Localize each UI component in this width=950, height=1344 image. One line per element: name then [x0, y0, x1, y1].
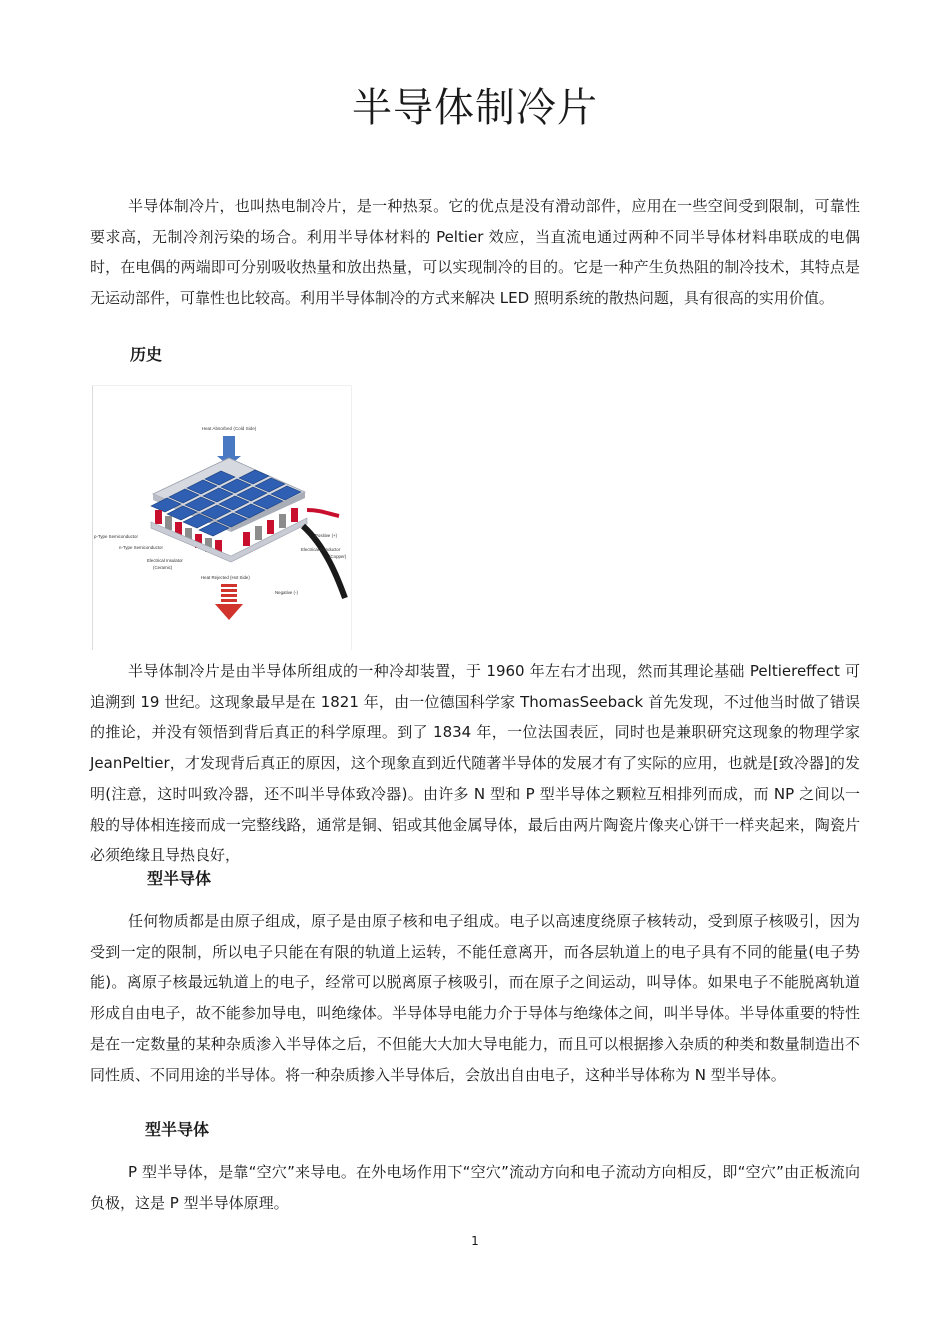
label-conductor: Electrical Conductor — [301, 547, 341, 552]
history-paragraph: 半导体制冷片是由半导体所组成的一种冷却装置，于 1960 年左右才出现，然而其理论基础 Peltiereffect 可追溯到 19 世纪。这现象最早是在 1821 年，由一位德国科学家 ThomasSeeback 首先发现，不过他当时做了错误的推论，并没有领悟到背后真正的科学原理。到了 1834 年，一位法国表匠，同时也是兼职研究这现象的物理学家 JeanPeltier，才发现背后真正的原因，这个现象直到近代随著半导体的发展才有了实际的应用，也就是[致冷器]的发明(注意，这时叫致冷器，还不叫半导体致冷器)。由许多 N 型和 P 型半导体之颗粒互相排列而成，而 NP 之间以一般的导体相连接而成一完整线路，通常是铜、铝或其他金属导体，最后由两片陶瓷片像夹心饼干一样夹起来，陶瓷片必须绝缘且导热良好， — [90, 662, 860, 865]
label-n-type: n-Type Semiconductor — [119, 545, 163, 550]
p-type-heading: 型半导体 — [145, 1120, 210, 1139]
label-heat-rejected: Heat Rejected (Hot Side) — [201, 575, 250, 580]
p-type-paragraph: P 型半导体，是靠“空穴”来导电。在外电场作用下“空穴”流动方向和电子流动方向相反，即“空穴”由正板流向负极，这是 P 型半导体原理。 — [90, 1163, 860, 1212]
label-insulator-ceramic: (Ceramic) — [153, 565, 173, 570]
history-heading: 历史 — [130, 345, 163, 364]
page-title: 半导体制冷片 — [352, 85, 598, 131]
label-positive: Positive (+) — [315, 533, 338, 538]
positive-wire — [307, 510, 339, 516]
n-type-paragraph: 任何物质都是由原子组成，原子是由原子核和电子组成。电子以高速度绕原子核转动，受到原子核吸引，因为受到一定的限制，所以电子只能在有限的轨道上运转，不能任意离开，而各层轨道上的电子具有不同的能量(电子势能)。离原子核最远轨道上的电子，经常可以脱离原子核吸引，而在原子之间运动，叫导体。如果电子不能脱离轨道形成自由电子，故不能参加导电，叫绝缘体。半导体导电能力介于导体与绝缘体之间，叫半导体。半导体重要的特性是在一定数量的某种杂质渗入半导体之后，不但能大大加大导电能力，而且可以根据掺入杂质的种类和数量制造出不同性质、不同用途的半导体。将一种杂质掺入半导体后，会放出自由电子，这种半导体称为 N 型半导体。 — [90, 912, 860, 1084]
hot-arrow-icon — [215, 584, 243, 620]
label-conductor-copper: (Copper) — [329, 554, 347, 559]
peltier-diagram-figure — [92, 385, 352, 650]
peltier-diagram — [93, 386, 351, 650]
cold-arrow-shaft — [223, 436, 235, 456]
page-number: 1 — [471, 1234, 479, 1248]
label-insulator: Electrical Insulator — [147, 558, 183, 563]
label-p-type: p-Type Semiconductor — [94, 534, 138, 539]
label-negative: Negative (-) — [275, 590, 298, 595]
label-heat-absorbed: Heat Absorbed (Cold Side) — [201, 426, 257, 431]
n-type-heading: 型半导体 — [147, 869, 212, 888]
intro-paragraph: 半导体制冷片，也叫热电制冷片，是一种热泵。它的优点是没有滑动部件，应用在一些空间受到限制，可靠性要求高，无制冷剂污染的场合。利用半导体材料的 Peltier 效应，当直流电通过两种不同半导体材料串联成的电偶时，在电偶的两端即可分别吸收热量和放出热量，可以实现制冷的目的。它是一种产生负热阻的制冷技术，其特点是无运动部件，可靠性也比较高。利用半导体制冷的方式来解决 LED 照明系统的散热问题，具有很高的实用价值。 — [90, 197, 860, 308]
